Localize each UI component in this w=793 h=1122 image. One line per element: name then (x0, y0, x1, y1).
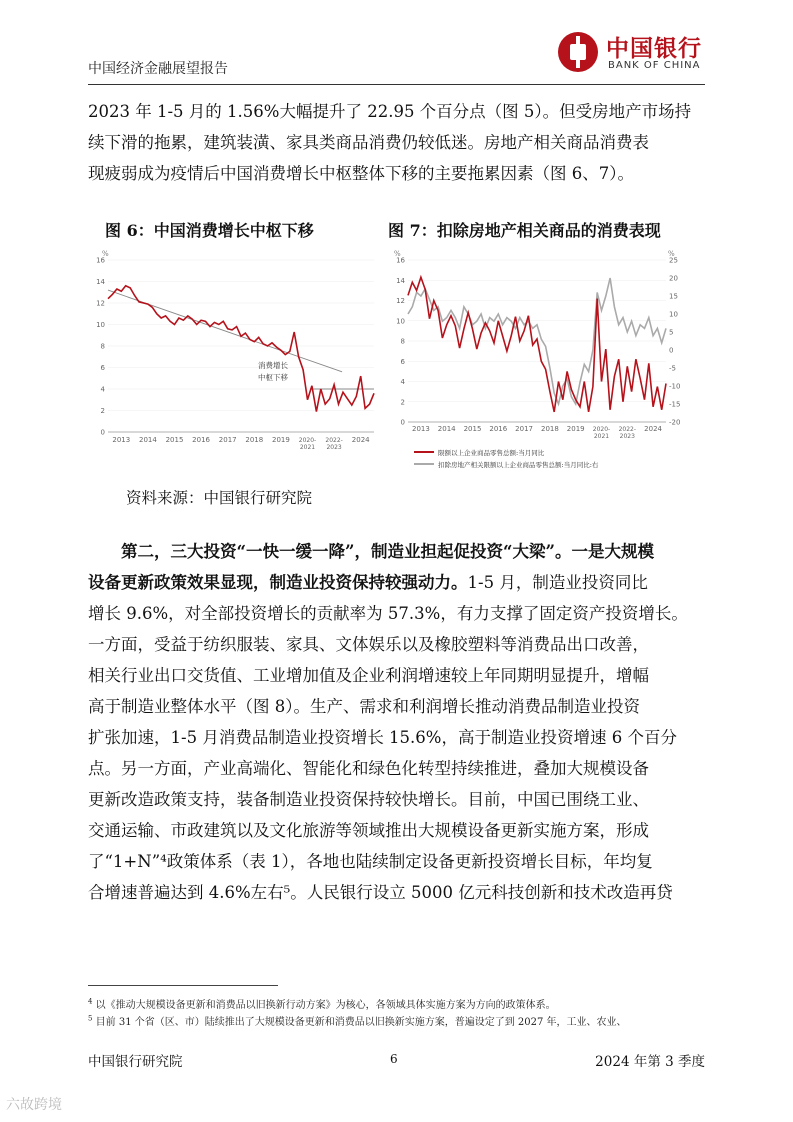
fig7-x-tick-label: 2023 (619, 433, 635, 440)
text-line: 一方面，受益于纺织服装、家具、文体娱乐以及橡胶塑料等消费品出口改善， (88, 635, 649, 654)
fig7-x-tick-label: 2015 (463, 425, 482, 433)
fig7-x-tick-label: 2022- (618, 426, 637, 433)
fig7-x-tick-label: 2019 (566, 425, 585, 433)
fig7-series-retail-line (408, 277, 666, 412)
fig7-y-left-tick-label: 14 (396, 276, 405, 285)
text-line: 续下滑的拖累，建筑装潢、家具类商品消费仍较低迷。房地产相关商品消费表 (88, 133, 649, 152)
text-line (88, 567, 708, 598)
fig7-y-right-tick-label: 5 (669, 328, 674, 337)
fig6-x-tick-label: 2016 (192, 436, 211, 444)
paragraph-consumption (88, 96, 708, 189)
bold-lead-cont: 设备更新政策效果显现，制造业投资保持较强动力。 (88, 573, 468, 592)
fig7-y-right-tick-label: -15 (669, 400, 681, 409)
figure-source: 资料来源：中国银行研究院 (126, 489, 313, 507)
text-line: 扩张加速，1-5 月消费品制造业投资增长 15.6%，高于制造业投资增速 6 个百分 (88, 728, 677, 747)
fig7-x-tick-label: 2024 (644, 425, 663, 433)
footnote-mark: 5 (88, 1014, 93, 1023)
fig7-x-tick-label: 2020- (592, 426, 611, 433)
bank-logo (558, 30, 718, 78)
fig7-y-right-tick-label: 25 (669, 256, 678, 265)
fig6-annotation-line2: 中枢下移 (258, 373, 288, 382)
watermark: 六故跨境 (6, 1097, 62, 1113)
fig6-x-tick-label: 2017 (218, 436, 237, 444)
fig7-x-tick-label: 2016 (489, 425, 508, 433)
fig6-x-tick-label: 2019 (271, 436, 290, 444)
fig7-unit-right: % (668, 250, 675, 258)
bank-of-china-emblem-icon (558, 32, 598, 72)
fig7-y-right-tick-label: 15 (669, 292, 678, 301)
fig6-x-tick-label: 2018 (245, 436, 264, 444)
text-line: 了“1+N”⁴政策体系（表 1），各地也陆续制定设备更新投资增长目标，年均复 (88, 852, 653, 871)
fig6-unit: % (102, 250, 109, 258)
figure-7-chart (388, 246, 698, 476)
fig6-y-tick-label: 0 (100, 428, 105, 437)
fig6-y-tick-label: 2 (100, 407, 105, 415)
fig6-series-line (108, 286, 374, 412)
footnote-5 (88, 1013, 627, 1028)
footnote-rule (88, 985, 278, 986)
fig7-legend-1: 限额以上企业商品零售总额:当月同比 (438, 449, 545, 457)
fig6-y-tick-label: 6 (100, 364, 105, 372)
fig7-x-tick-label: 2018 (540, 425, 559, 433)
fig7-y-left-tick-label: 10 (396, 317, 405, 326)
fig7-y-right-tick-label: -20 (669, 418, 681, 427)
figure-6-chart (92, 246, 382, 476)
fig7-y-right-tick-label: 10 (669, 310, 678, 319)
fig7-y-left-tick-label: 6 (400, 357, 405, 366)
fig7-x-tick-label: 2013 (411, 425, 430, 433)
report-title: 中国经济金融展望报告 (88, 61, 228, 77)
figure-7-title: 图 7：扣除房地产相关商品的消费表现 (388, 221, 661, 240)
fig6-x-tick-label: 2013 (112, 436, 131, 444)
text-line: 现疲弱成为疫情后中国消费增长中枢整体下移的主要拖累因素（图 6、7）。 (88, 164, 634, 183)
fig7-y-left-tick-label: 16 (396, 256, 405, 265)
footer-period: 2024 年第 3 季度 (595, 1054, 705, 1070)
text-line: 增长 9.6%，对全部投资增长的贡献率为 57.3%，有力支撑了固定资产投资增长。 (88, 604, 688, 623)
text-line: 2023 年 1-5 月的 1.56%大幅提升了 22.95 个百分点（图 5）。但受房地产市场持 (88, 102, 692, 121)
text-cont: 1-5 月，制造业投资同比 (467, 573, 648, 592)
footnote-text: 目前 31 个省（区、市）陆续推出了大规模设备更新和消费品以旧换新实施方案，普遍设定了到 2027 年，工业、农业、 (95, 1017, 627, 1028)
fig7-unit-left: % (394, 250, 401, 258)
fig7-y-right-tick-label: 0 (669, 346, 674, 355)
bold-lead-line: 第二，三大投资“一快一缓一降”，制造业担起促投资“大梁”。一是大规模 (121, 542, 654, 561)
fig6-x-tick-label: 2022- (325, 437, 343, 444)
text-line: 高于制造业整体水平（图 8）。生产、需求和利润增长推动消费品制造业投资 (88, 697, 640, 716)
header-rule (88, 84, 705, 85)
fig6-x-tick-label: 2014 (138, 436, 157, 444)
fig7-y-right-tick-label: -5 (669, 364, 676, 373)
fig7-x-tick-label: 2014 (437, 425, 456, 433)
fig6-x-tick-label: 2020- (298, 437, 317, 444)
fig7-y-left-tick-label: 12 (396, 297, 405, 305)
page-number: 6 (390, 1052, 398, 1066)
fig6-annotation-line1: 消费增长 (258, 361, 288, 370)
fig6-x-tick-label: 2023 (326, 444, 342, 451)
fig7-y-right-tick-label: 20 (669, 274, 678, 283)
fig6-y-tick-label: 16 (96, 256, 105, 265)
footnote-4 (88, 996, 556, 1011)
text-line: 更新改造政策支持，装备制造业投资保持较快增长。目前，中国已围绕工业、 (88, 790, 649, 809)
fig6-x-tick-label: 2024 (351, 436, 370, 444)
fig7-x-tick-label: 2017 (515, 425, 534, 433)
fig7-y-left-tick-label: 2 (400, 398, 405, 407)
fig6-y-tick-label: 4 (100, 385, 105, 394)
footnote-mark: 4 (88, 997, 93, 1006)
figure-6-title: 图 6：中国消费增长中枢下移 (105, 221, 314, 240)
text-line: 交通运输、市政建筑以及文化旅游等领域推出大规模设备更新实施方案，形成 (88, 821, 649, 840)
fig6-y-tick-label: 12 (96, 299, 105, 308)
fig7-x-tick-label: 2021 (593, 433, 610, 440)
fig7-y-right-tick-label: -10 (669, 382, 681, 391)
fig6-x-tick-label: 2021 (299, 444, 316, 451)
text-line: 点。另一方面，产业高端化、智能化和绿色化转型持续推进，叠加大规模设备 (88, 759, 649, 778)
footnote-text: 以《推动大规模设备更新和消费品以旧换新行动方案》为核心，各领域具体实施方案为方向的政策体系。 (95, 1000, 556, 1011)
fig6-y-tick-label: 10 (96, 321, 105, 329)
text-line: 相关行业出口交货值、工业增加值及企业利润增速较上年同期明显提升，增幅 (88, 666, 649, 685)
fig6-y-tick-label: 14 (96, 278, 105, 286)
logo-english-name: BANK OF CHINA (608, 60, 701, 71)
logo-chinese-name: 中国银行 (606, 35, 702, 62)
fig7-y-left-tick-label: 4 (400, 378, 405, 386)
footer-org: 中国银行研究院 (88, 1054, 183, 1070)
fig6-y-tick-label: 8 (100, 342, 105, 351)
fig7-legend-2: 扣除房地产相关限额以上企业商品零售总额:当月同比:右 (438, 461, 599, 469)
fig7-y-left-tick-label: 0 (400, 418, 405, 427)
text-line: 合增速普遍达到 4.6%左右⁵。人民银行设立 5000 亿元科技创新和技术改造再贷 (88, 883, 673, 902)
paragraph-investment (88, 536, 708, 908)
fig6-x-tick-label: 2015 (165, 436, 184, 444)
fig7-y-left-tick-label: 8 (400, 337, 405, 346)
